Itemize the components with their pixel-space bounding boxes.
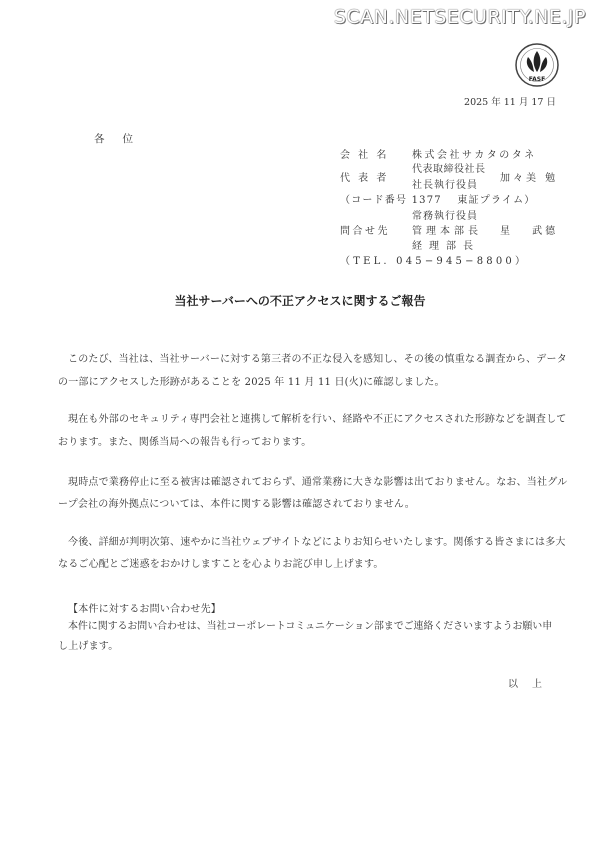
addressee: 各位: [94, 133, 151, 145]
contact-title-1: 常務執行役員: [412, 211, 478, 222]
site-watermark: SCAN.NETSECURITY.NE.JP: [333, 6, 586, 28]
paragraph-3-line-2: ープ会社の海外拠点については、本件に関する影響は確認されておりません。: [58, 499, 415, 510]
company-name: 株式会社サカタのタネ: [412, 150, 537, 161]
company-label: 会 社 名: [340, 150, 389, 161]
fasf-logo-icon: [514, 42, 560, 88]
rep-title-2: 社長執行役員: [412, 180, 478, 191]
closing-mark: 以上: [508, 679, 556, 690]
paragraph-1-line-1: このたび、当社は、当社サーバーに対する第三者の不正な侵入を感知し、その後の慎重なる調査から、データ: [68, 354, 567, 365]
paragraph-4-line-1: 今後、詳細が判明次第、速やかに当社ウェブサイトなどによりお知らせいたします。関係する皆さまには多大: [68, 537, 566, 548]
contact-name: 星 武德: [500, 226, 559, 237]
paragraph-1-line-2: の一部にアクセスした形跡があることを 2025 年 11 月 11 日(火)に確認しました。: [58, 377, 445, 388]
paragraph-4-line-2: なるご心配とご迷惑をおかけしますことを心よりお詫び申し上げます。: [58, 559, 384, 570]
contact-heading: 【本件に対するお問い合わせ先】: [68, 604, 221, 615]
svg-text:FASF: FASF: [528, 76, 546, 83]
contact-line-2: し上げます。: [58, 641, 119, 652]
paragraph-3-line-1: 現時点で業務停止に至る被害は確認されておらず、通常業務に大きな影響は出ておりません。なお、当社グル: [68, 477, 568, 488]
contact-title-2: 管理本部長: [412, 226, 482, 237]
contact-tel: （TEL. 045−945−8800）: [340, 256, 529, 267]
rep-title-1: 代表取締役社長: [412, 164, 486, 175]
stock-code: （コード番号 1377 東証プライム）: [340, 195, 536, 206]
contact-line-1: 本件に関するお問い合わせは、当社コーポレートコミュニケーション部までご連絡くださいますようお願い申: [68, 621, 553, 632]
contact-label: 問合せ先: [340, 226, 390, 237]
contact-title-3: 経理部長: [412, 241, 480, 252]
paragraph-2-line-2: おります。また、関係当局への報告も行っております。: [58, 437, 312, 448]
rep-name: 加々美 勉: [500, 173, 559, 184]
document-title: 当社サーバーへの不正アクセスに関するご報告: [174, 294, 426, 308]
rep-label: 代 表 者: [340, 173, 389, 184]
document-date: 2025 年 11 月 17 日: [464, 97, 556, 108]
paragraph-2-line-1: 現在も外部のセキュリティ専門会社と連携して解析を行い、経路や不正にアクセスされた形跡などを調査して: [68, 414, 567, 425]
